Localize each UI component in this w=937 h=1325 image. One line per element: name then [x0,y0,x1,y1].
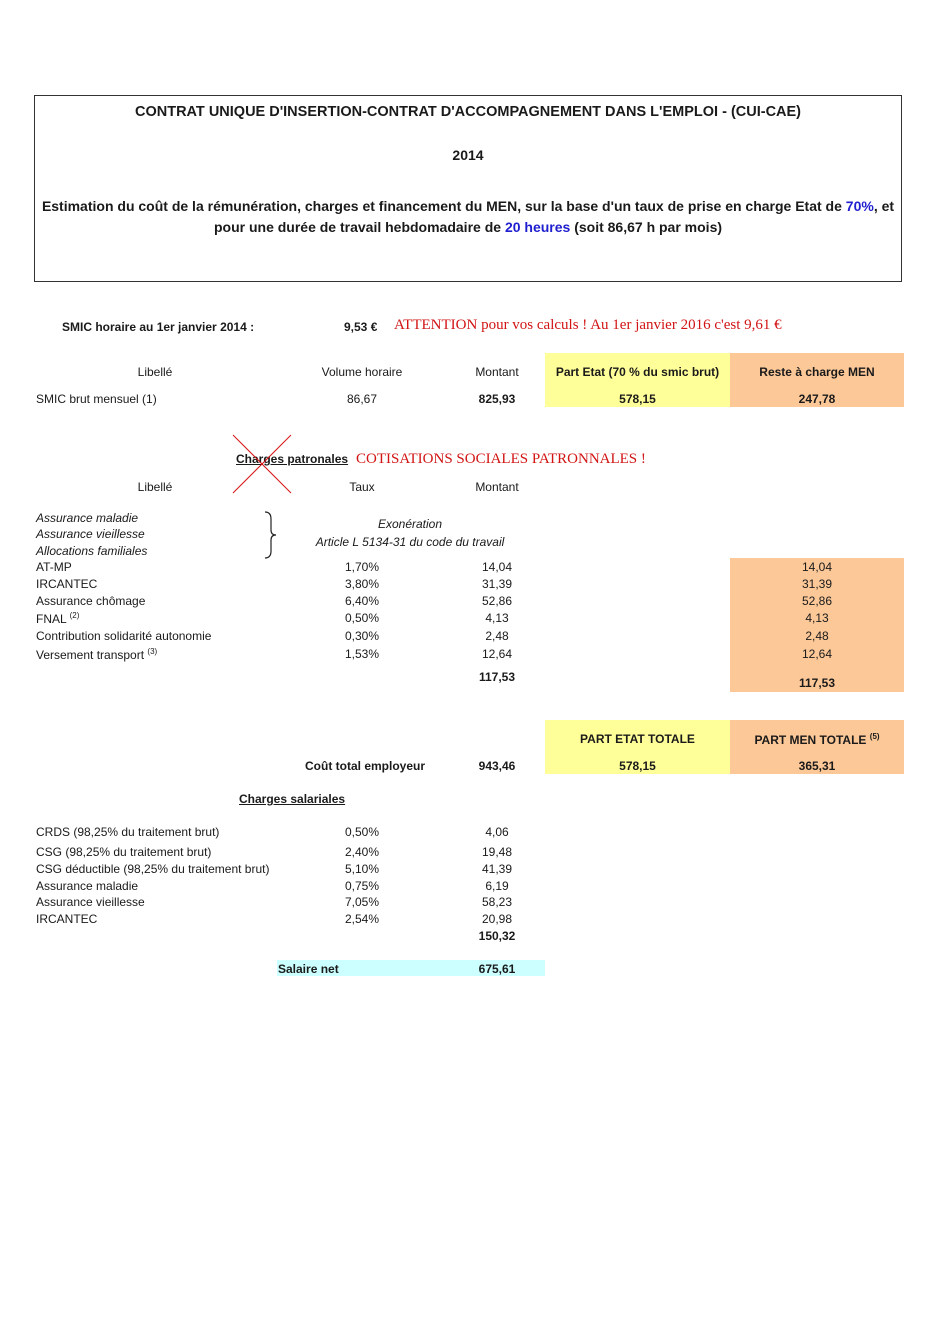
charge-men: 52,86 [801,594,833,608]
part-men-total-label: PART MEN TOTALE $^{(5)}$ [754,732,880,747]
curly-brace [262,510,278,560]
charge-taux: 1,70% [344,560,380,574]
charges-total: 117,53 [478,670,516,684]
salary-charge-montant: 20,98 [481,912,513,926]
charge-label: Versement transport $^{(3)}$ [36,647,158,662]
charge-men: 12,64 [801,647,833,661]
strike-through-mark [230,432,294,496]
charge-taux: 3,80% [344,577,380,591]
charge-taux: 0,30% [344,629,380,643]
header-box [34,95,902,282]
charges-header-montant: Montant [475,480,519,494]
charge-men: 14,04 [801,560,833,574]
salary-charge-montant: 6,19 [485,879,509,893]
salary-charge-montant: 19,48 [481,845,513,859]
smic-brut-reste: 247,78 [798,392,836,406]
salary-charge-label: CSG déductible (98,25% du traitement brut) [36,862,270,876]
col-header-reste-men: Reste à charge MEN [759,365,875,379]
col-header-libelle: Libellé [137,365,173,379]
exoneration-label: Exonération [377,517,443,531]
employee-charges-title: Charges salariales [239,792,346,806]
employer-charges-annotation: COTISATIONS SOCIALES PATRONNALES ! [356,451,646,467]
salary-charge-label: IRCANTEC [36,912,98,926]
salary-charge-taux: 7,05% [344,895,380,909]
part-etat-total-label: PART ETAT TOTALE [580,732,695,746]
charges-header-libelle: Libellé [137,480,173,494]
salary-charge-label: Assurance maladie [36,879,139,893]
charge-men: 2,48 [805,629,829,643]
charge-label: IRCANTEC [36,577,98,591]
exempt-item: Allocations familiales [36,544,148,558]
charge-montant: 2,48 [485,629,509,643]
salary-charge-montant: 4,06 [485,825,509,839]
smic-label: SMIC horaire au 1er janvier 2014 : [62,320,255,334]
salary-charge-taux: 0,50% [344,825,380,839]
document-title: CONTRAT UNIQUE D'INSERTION-CONTRAT D'ACCOMPAGNEMENT DANS L'EMPLOI - (CUI-CAE) [134,104,802,120]
charges-header-taux: Taux [349,480,375,494]
smic-brut-label: SMIC brut mensuel (1) [36,392,157,406]
charge-montant: 4,13 [485,611,509,625]
smic-value: 9,53 € [344,320,378,334]
description-line-2: pour une durée de travail hebdomadaire de 20 heures (soit 86,67 h par mois) [213,219,723,235]
col-header-montant: Montant [475,365,519,379]
salary-charge-taux: 5,10% [344,862,380,876]
col-header-volume: Volume horaire [321,365,403,379]
charge-label: Assurance chômage [36,594,146,608]
charge-taux: 6,40% [344,594,380,608]
exempt-item: Assurance vieillesse [36,527,145,541]
salary-charge-label: Assurance vieillesse [36,895,145,909]
salary-charge-montant: 41,39 [481,862,513,876]
charge-label: Contribution solidarité autonomie [36,629,212,643]
cost-value: 943,46 [478,759,516,773]
smic-annotation: ATTENTION pour vos calculs ! Au 1er janvier 2016 c'est 9,61 € [394,317,782,333]
article-reference: Article L 5134-31 du code du travail [315,535,505,549]
weekly-hours: 20 heures [504,219,571,235]
charge-men: 4,13 [805,611,829,625]
employer-charges-title: Charges patronales [236,452,349,466]
charges-total-men: 117,53 [798,676,836,690]
net-salary-value: 675,61 [478,962,516,976]
salary-charge-label: CRDS (98,25% du traitement brut) [36,825,220,839]
charge-montant: 31,39 [481,577,513,591]
document-year: 2014 [452,147,484,163]
cost-label: Coût total employeur [305,759,426,773]
charge-label: AT-MP [36,560,72,574]
state-rate: 70% [845,198,874,214]
salary-charge-montant: 58,23 [481,895,513,909]
smic-brut-part-etat: 578,15 [619,392,656,406]
part-etat-total-value: 578,15 [619,759,656,773]
salary-charge-taux: 2,54% [344,912,380,926]
charge-label: FNAL $^{(2)}$ [36,611,80,626]
charge-taux: 0,50% [344,611,380,625]
part-men-total-value: 365,31 [798,759,836,773]
smic-brut-volume: 86,67 [346,392,378,406]
salary-charge-taux: 0,75% [344,879,380,893]
charge-taux: 1,53% [344,647,380,661]
charge-montant: 52,86 [481,594,513,608]
salary-charges-total: 150,32 [478,929,516,943]
charge-montant: 14,04 [481,560,513,574]
description-line-1: Estimation du coût de la rémunération, charges et financement du MEN, sur la base d'un taux de prise en charge Etat de 70%, et [41,198,895,214]
col-header-part-etat: Part Etat (70 % du smic brut) [555,365,720,379]
charge-men: 31,39 [801,577,833,591]
salary-charge-taux: 2,40% [344,845,380,859]
salary-charge-label: CSG (98,25% du traitement brut) [36,845,212,859]
exempt-item: Assurance maladie [36,511,139,525]
smic-brut-montant: 825,93 [478,392,516,406]
net-salary-label: Salaire net [278,962,339,976]
charge-montant: 12,64 [481,647,513,661]
